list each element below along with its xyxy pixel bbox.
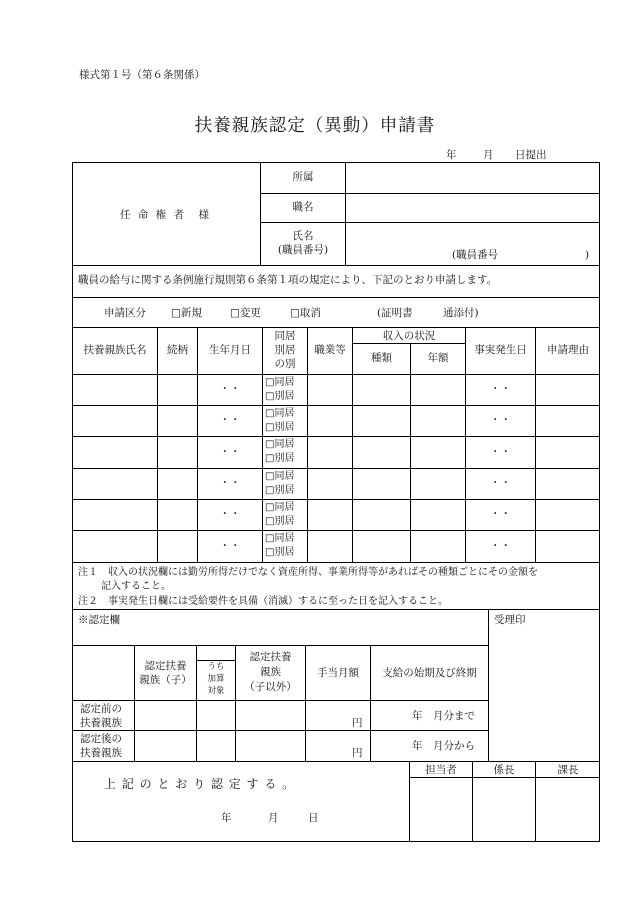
header-income-type: 種類 (371, 352, 392, 364)
divider (305, 645, 306, 761)
form-code: 様式第１号（第６条関係） (79, 69, 205, 81)
row-event-dots: ・・ (490, 477, 511, 489)
header-allowance: 手当月額 (317, 667, 359, 679)
row-birth-dots: ・・ (219, 508, 241, 520)
before-label-1: 認定前の (80, 703, 122, 715)
divider (72, 609, 600, 610)
header-cohab-3: の別 (274, 358, 296, 370)
header-birthdate: 生年月日 (209, 344, 251, 356)
row-birth-dots: ・・ (219, 540, 241, 552)
option-new: □新規 (171, 307, 202, 319)
divider (72, 562, 600, 563)
row-cohab-checkbox[interactable]: □同居 (265, 377, 295, 388)
note-2: 注２ 事実発生日欄には受給要件を具備（消滅）するに至った日を記入すること。 (78, 596, 448, 607)
divider (72, 327, 600, 328)
employee-no-close: ) (585, 249, 590, 261)
divider (345, 163, 346, 265)
divider (535, 327, 536, 562)
certification-label: ※認定欄 (78, 614, 120, 626)
divider (72, 436, 600, 437)
header-cert-nonchild-1: 認定扶養 (249, 651, 292, 663)
certificate-note-open: (証明書 (377, 307, 413, 319)
approver-staff: 担当者 (425, 764, 457, 776)
header-occupation: 職業等 (314, 344, 346, 356)
header-cohab-2: 別居 (274, 344, 296, 356)
divider (72, 530, 600, 531)
name-label: 氏名 (292, 230, 314, 242)
application-label: 申請区分 (104, 307, 146, 319)
divider (260, 193, 600, 194)
header-dependent-name: 扶養親族氏名 (83, 344, 147, 356)
affiliation-label: 所属 (292, 171, 314, 183)
divider (72, 297, 600, 298)
before-period: 年 月分まで (412, 710, 475, 722)
header-uchi-3: 対象 (207, 686, 225, 696)
header-event-date: 事実発生日 (474, 344, 527, 356)
appointer-label: 任 命 権 者 様 (120, 209, 212, 221)
divider (196, 660, 235, 661)
header-cert-nonchild-3: （子以外） (244, 681, 297, 693)
row-cohab-checkbox[interactable]: □同居 (265, 408, 295, 419)
divider (157, 327, 158, 562)
row-birth-dots: ・・ (219, 414, 241, 426)
header-reason: 申請理由 (547, 344, 589, 356)
row-cohab-checkbox[interactable]: □同居 (265, 439, 295, 450)
header-cohab-1: 同居 (274, 330, 296, 342)
header-period: 支給の始期及び終期 (382, 667, 477, 679)
certify-year: 年 (221, 812, 232, 824)
divider (370, 645, 371, 761)
divider (72, 730, 488, 731)
note-1: 注１ 収入の状況欄には勤労所得だけでなく資産所得、事業所得等があればその種類ごとにその金額を (78, 567, 538, 578)
header-cert-child-2: 親族（子） (139, 674, 192, 686)
divider (72, 761, 600, 762)
certify-statement: 上 記 の と お り 認 定 す る 。 (104, 777, 296, 791)
after-label-1: 認定後の (80, 733, 122, 745)
header-cert-child-1: 認定扶養 (144, 660, 187, 672)
row-event-dots: ・・ (490, 383, 511, 395)
divider (352, 343, 465, 344)
header-uchi-1: うち (207, 662, 225, 672)
before-yen: 円 (352, 717, 363, 729)
row-separate-checkbox[interactable]: □別居 (265, 391, 295, 402)
divider (465, 327, 466, 562)
header-relation: 続柄 (167, 344, 188, 356)
form-title: 扶養親族認定（異動）申請書 (194, 116, 436, 136)
date-month: 月 (483, 149, 494, 161)
divider (488, 609, 489, 761)
row-cohab-checkbox[interactable]: □同居 (265, 471, 295, 482)
approver-chief: 係長 (493, 764, 515, 776)
certify-day: 日 (308, 812, 319, 824)
row-event-dots: ・・ (490, 540, 511, 552)
row-birth-dots: ・・ (219, 446, 241, 458)
header-cert-nonchild-2: 親族 (260, 666, 281, 678)
header-income: 収入の状況 (382, 330, 436, 342)
approver-manager: 課長 (557, 764, 579, 776)
row-separate-checkbox[interactable]: □別居 (265, 485, 295, 496)
after-label-2: 扶養親族 (80, 747, 122, 759)
after-yen: 円 (352, 747, 363, 759)
divider (72, 265, 600, 266)
form-frame (72, 162, 600, 842)
row-cohab-checkbox[interactable]: □同居 (265, 533, 295, 544)
row-separate-checkbox[interactable]: □別居 (265, 547, 295, 558)
divider (72, 374, 600, 375)
divider (197, 327, 198, 562)
employee-no-label: (職員番号) (277, 244, 329, 256)
divider (72, 700, 488, 701)
divider (72, 468, 600, 469)
divider (72, 499, 600, 500)
header-income-amount: 年額 (427, 352, 449, 364)
before-label-2: 扶養親族 (80, 717, 122, 729)
row-separate-checkbox[interactable]: □別居 (265, 422, 295, 433)
option-change: □変更 (230, 307, 261, 319)
certificate-note-close: 通添付) (443, 307, 479, 319)
row-birth-dots: ・・ (219, 383, 241, 395)
employee-no-open: (職員番号 (452, 249, 499, 261)
row-birth-dots: ・・ (219, 477, 241, 489)
row-event-dots: ・・ (490, 446, 511, 458)
option-cancel: □取消 (290, 307, 321, 319)
divider (307, 327, 308, 562)
position-label: 職名 (292, 201, 314, 213)
receipt-stamp-label: 受理印 (494, 614, 526, 626)
date-day-submitted: 日提出 (515, 149, 547, 161)
certify-month: 月 (268, 812, 279, 824)
row-separate-checkbox[interactable]: □別居 (265, 453, 295, 464)
row-event-dots: ・・ (490, 508, 511, 520)
divider (409, 777, 600, 778)
divider (260, 222, 600, 223)
date-year: 年 (446, 149, 457, 161)
note-1-cont: 記入すること。 (101, 581, 171, 592)
row-cohab-checkbox[interactable]: □同居 (265, 502, 295, 513)
header-uchi-2: 加算 (207, 674, 225, 684)
row-event-dots: ・・ (490, 414, 511, 426)
divider (72, 405, 600, 406)
after-period: 年 月分から (412, 740, 475, 752)
row-separate-checkbox[interactable]: □別居 (265, 516, 295, 527)
statement-text: 職員の給与に関する条例施行規則第６条第１項の規定により、下記のとおり申請します。 (78, 274, 498, 286)
